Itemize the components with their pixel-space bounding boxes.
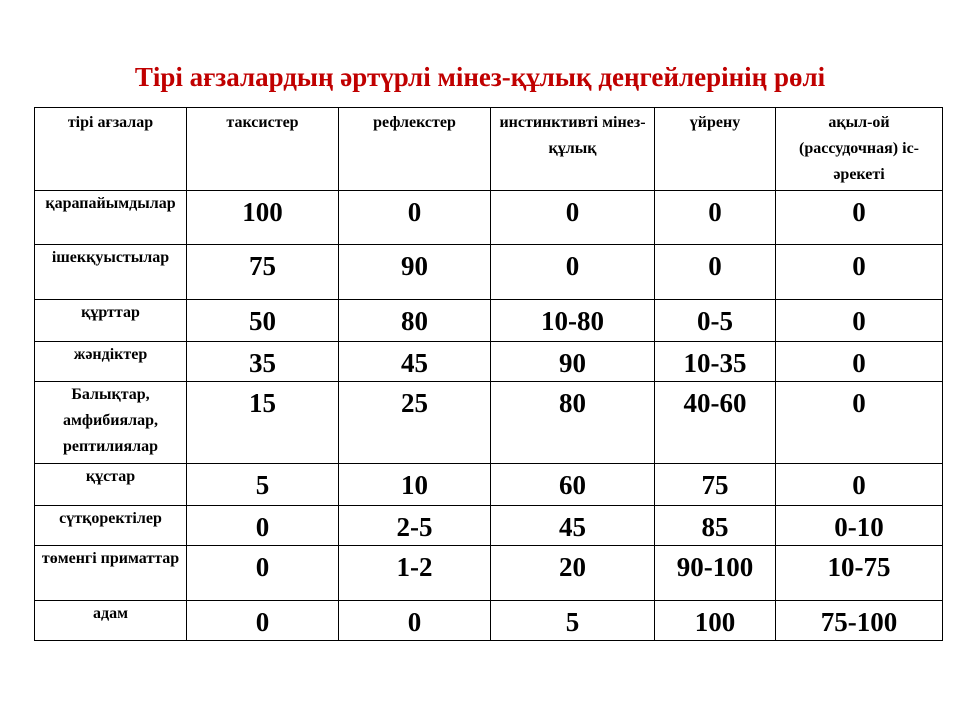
value-cell: 0 bbox=[776, 382, 943, 464]
value-cell: 90-100 bbox=[655, 546, 776, 601]
value-cell: 10-75 bbox=[776, 546, 943, 601]
value-cell: 10-35 bbox=[655, 342, 776, 382]
value-cell: 0 bbox=[339, 191, 491, 245]
value-cell: 0 bbox=[187, 506, 339, 546]
value-cell: 90 bbox=[339, 245, 491, 300]
table-row bbox=[35, 342, 943, 382]
value-cell: 25 bbox=[339, 382, 491, 464]
value-cell: 0 bbox=[655, 245, 776, 300]
value-cell: 0 bbox=[339, 601, 491, 641]
value-cell: 0 bbox=[491, 245, 655, 300]
value-cell: 0 bbox=[187, 601, 339, 641]
organism-cell: қарапайымдылар bbox=[35, 191, 187, 245]
value-cell: 10 bbox=[339, 464, 491, 506]
header-reflexes: рефлекстер bbox=[339, 108, 491, 191]
value-cell: 90 bbox=[491, 342, 655, 382]
table-row bbox=[35, 300, 943, 342]
organism-cell: ішекқуыстылар bbox=[35, 245, 187, 300]
value-cell: 75 bbox=[655, 464, 776, 506]
value-cell: 45 bbox=[339, 342, 491, 382]
table-header-row bbox=[35, 108, 943, 191]
value-cell: 10-80 bbox=[491, 300, 655, 342]
value-cell: 0 bbox=[776, 245, 943, 300]
table-row bbox=[35, 245, 943, 300]
value-cell: 0 bbox=[655, 191, 776, 245]
page-title: Тірі ағзалардың әртүрлі мінез-құлық деңгейлерінің рөлі bbox=[134, 62, 826, 92]
value-cell: 80 bbox=[339, 300, 491, 342]
value-cell: 80 bbox=[491, 382, 655, 464]
value-cell: 5 bbox=[491, 601, 655, 641]
value-cell: 0 bbox=[776, 342, 943, 382]
table-row bbox=[35, 191, 943, 245]
value-cell: 85 bbox=[655, 506, 776, 546]
header-reasoning: ақыл-ой (рассудочная) іс-әрекеті bbox=[776, 108, 943, 191]
header-instinctive: инстинктивті мінез-құлық bbox=[491, 108, 655, 191]
value-cell: 0 bbox=[187, 546, 339, 601]
value-cell: 75 bbox=[187, 245, 339, 300]
value-cell: 0 bbox=[491, 191, 655, 245]
value-cell: 0-5 bbox=[655, 300, 776, 342]
value-cell: 50 bbox=[187, 300, 339, 342]
table-row bbox=[35, 382, 943, 464]
table-row bbox=[35, 601, 943, 641]
value-cell: 0 bbox=[776, 464, 943, 506]
organism-cell: Балықтар, амфибиялар, рептилиялар bbox=[35, 382, 187, 464]
value-cell: 45 bbox=[491, 506, 655, 546]
value-cell: 75-100 bbox=[776, 601, 943, 641]
value-cell: 0 bbox=[776, 300, 943, 342]
value-cell: 5 bbox=[187, 464, 339, 506]
value-cell: 15 bbox=[187, 382, 339, 464]
organism-cell: төменгі приматтар bbox=[35, 546, 187, 601]
organism-cell: адам bbox=[35, 601, 187, 641]
header-organisms: тірі ағзалар bbox=[35, 108, 187, 191]
organism-cell: сүтқоректілер bbox=[35, 506, 187, 546]
value-cell: 40-60 bbox=[655, 382, 776, 464]
organism-cell: құстар bbox=[35, 464, 187, 506]
value-cell: 1-2 bbox=[339, 546, 491, 601]
value-cell: 35 bbox=[187, 342, 339, 382]
table-row bbox=[35, 506, 943, 546]
behavior-table bbox=[34, 107, 943, 641]
value-cell: 100 bbox=[655, 601, 776, 641]
value-cell: 60 bbox=[491, 464, 655, 506]
header-taxes: таксистер bbox=[187, 108, 339, 191]
organism-cell: құрттар bbox=[35, 300, 187, 342]
organism-cell: жәндіктер bbox=[35, 342, 187, 382]
value-cell: 20 bbox=[491, 546, 655, 601]
table-row bbox=[35, 464, 943, 506]
value-cell: 100 bbox=[187, 191, 339, 245]
value-cell: 0-10 bbox=[776, 506, 943, 546]
value-cell: 0 bbox=[776, 191, 943, 245]
value-cell: 2-5 bbox=[339, 506, 491, 546]
table-row bbox=[35, 546, 943, 601]
header-learning: үйрену bbox=[655, 108, 776, 191]
